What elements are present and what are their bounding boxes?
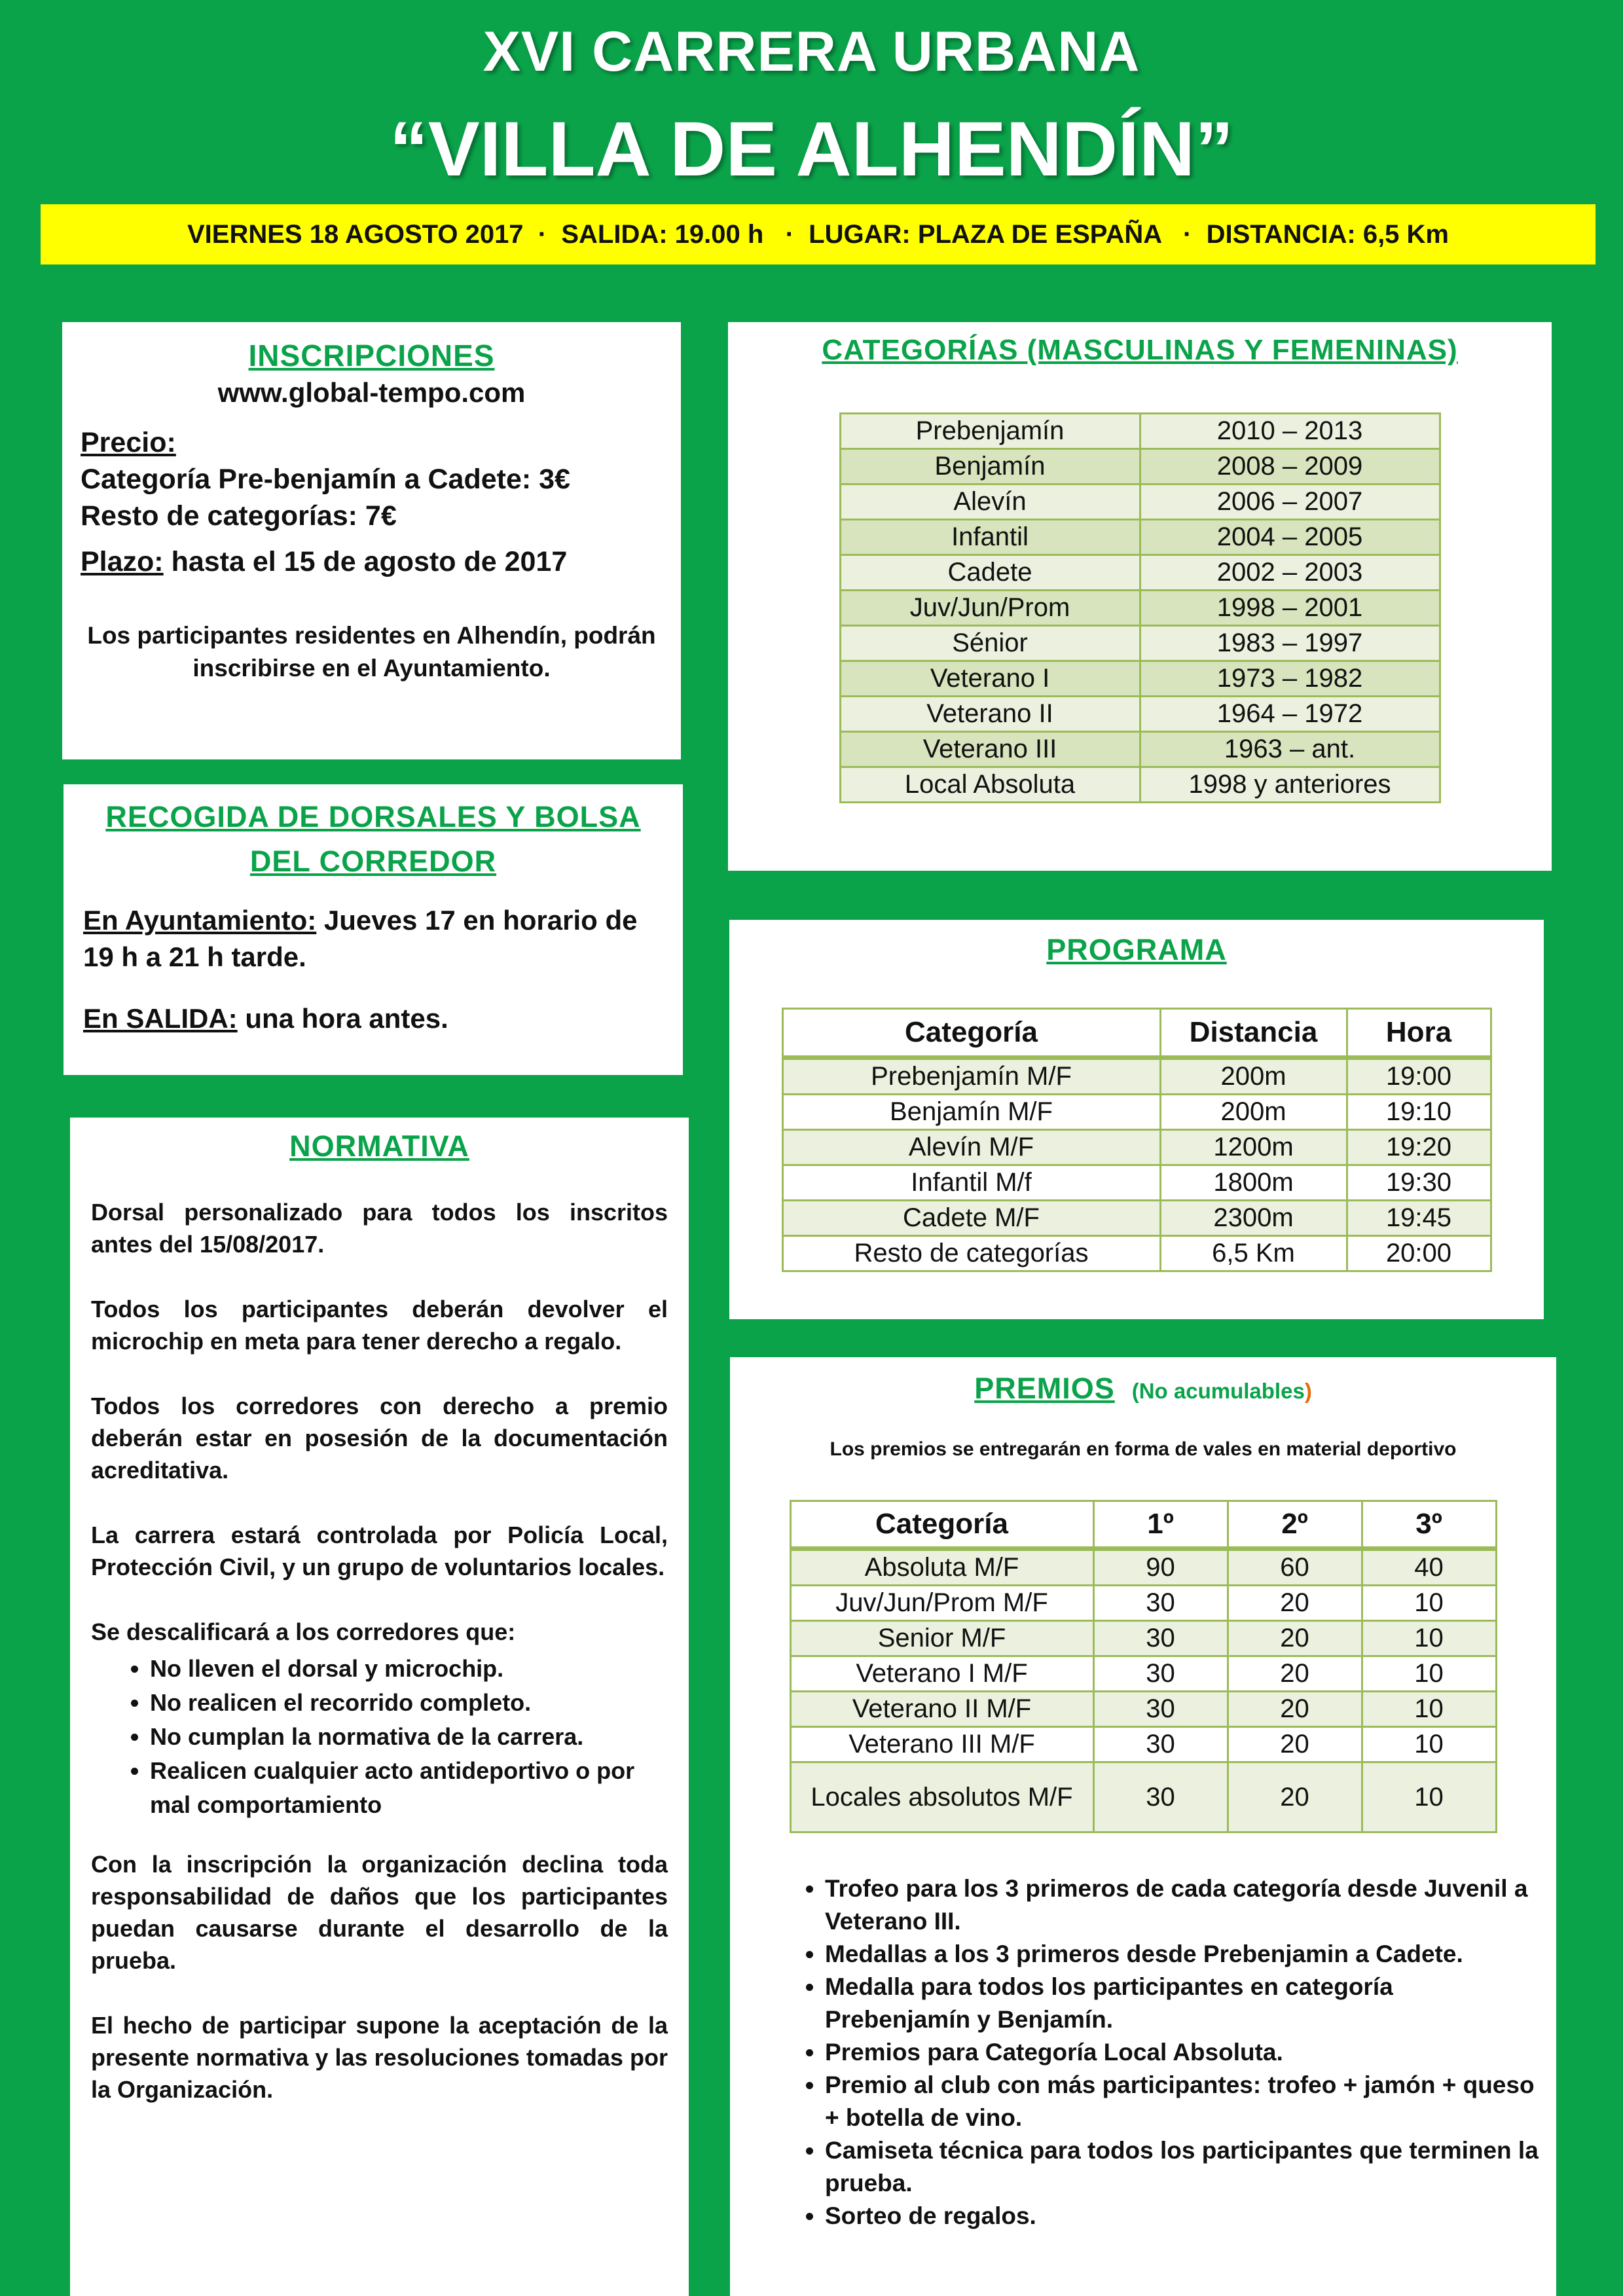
table-cell: 19:10 bbox=[1347, 1095, 1491, 1130]
programa-table bbox=[782, 1008, 1492, 1272]
table-cell: 1200m bbox=[1160, 1130, 1347, 1165]
table-row bbox=[840, 732, 1440, 767]
registration-website: www.global-tempo.com bbox=[217, 377, 526, 408]
recogida-box bbox=[64, 784, 683, 1075]
categorias-title: CATEGORÍAS (MASCULINAS Y FEMENINAS) bbox=[822, 334, 1458, 366]
table-cell: 200m bbox=[1160, 1095, 1347, 1130]
table-row bbox=[790, 1549, 1496, 1586]
table-cell: 30 bbox=[1093, 1621, 1228, 1656]
programa-title: PROGRAMA bbox=[1046, 933, 1227, 966]
recogida-salida bbox=[83, 1000, 663, 1037]
table-row bbox=[782, 1201, 1491, 1236]
event-title-line2: “VILLA DE ALHENDÍN” bbox=[389, 106, 1234, 192]
table-cell: 2006 – 2007 bbox=[1140, 484, 1440, 520]
table-cell: Infantil M/f bbox=[782, 1165, 1160, 1201]
table-cell: 20 bbox=[1228, 1692, 1362, 1727]
normativa-box bbox=[70, 1118, 689, 2296]
column-header: 3º bbox=[1362, 1501, 1496, 1549]
normativa-paragraph: Todos los corredores con derecho a premio deberán estar en posesión de la documentación acreditativa. bbox=[91, 1393, 668, 1484]
table-cell: 19:30 bbox=[1347, 1165, 1491, 1201]
normativa-paragraph: Dorsal personalizado para todos los inscritos antes del 15/08/2017. bbox=[91, 1199, 668, 1258]
recogida-salida-label: En SALIDA: bbox=[83, 1003, 238, 1034]
table-cell: 1998 – 2001 bbox=[1140, 591, 1440, 626]
column-header: Hora bbox=[1347, 1009, 1491, 1058]
table-cell: 1963 – ant. bbox=[1140, 732, 1440, 767]
table-cell: Cadete bbox=[840, 555, 1140, 591]
premios-title: PREMIOS bbox=[974, 1372, 1115, 1405]
plazo-text: hasta el 15 de agosto de 2017 bbox=[163, 546, 568, 577]
inscripciones-title: INSCRIPCIONES bbox=[248, 338, 495, 373]
table-cell: Local Absoluta bbox=[840, 767, 1140, 803]
recogida-ayuntamiento bbox=[83, 902, 663, 975]
table-row bbox=[840, 697, 1440, 732]
table-cell: 10 bbox=[1362, 1762, 1496, 1832]
normativa-paragraph: Se descalificará a los corredores que: bbox=[91, 1618, 516, 1645]
table-cell: Veterano I bbox=[840, 661, 1140, 697]
table-cell: 200m bbox=[1160, 1058, 1347, 1095]
table-header-row bbox=[782, 1009, 1491, 1058]
table-cell: 2300m bbox=[1160, 1201, 1347, 1236]
column-header: Distancia bbox=[1160, 1009, 1347, 1058]
precio-line-1: Categoría Pre-benjamín a Cadete: 3€ bbox=[81, 464, 570, 495]
premios-list bbox=[743, 1872, 1543, 2232]
premios-header bbox=[743, 1372, 1543, 1406]
table-row bbox=[840, 591, 1440, 626]
table-cell: Veterano I M/F bbox=[790, 1656, 1093, 1692]
table-cell: Benjamín bbox=[840, 449, 1140, 484]
table-cell: Juv/Jun/Prom bbox=[840, 591, 1140, 626]
normativa-paragraph: La carrera estará controlada por Policía Local, Protección Civil, y un grupo de voluntarios locales. bbox=[91, 1522, 668, 1580]
column-header: 1º bbox=[1093, 1501, 1228, 1549]
table-cell: Absoluta M/F bbox=[790, 1549, 1093, 1586]
table-row bbox=[840, 484, 1440, 520]
column-header: 2º bbox=[1228, 1501, 1362, 1549]
table-cell: 30 bbox=[1093, 1692, 1228, 1727]
table-cell: 2004 – 2005 bbox=[1140, 520, 1440, 555]
list-item: • No cumplan la normativa de la carrera. bbox=[150, 1720, 668, 1754]
list-item: • Premio al club con más participantes: trofeo + jamón + queso + botella de vino. bbox=[825, 2069, 1543, 2134]
table-cell: Alevín M/F bbox=[782, 1130, 1160, 1165]
table-cell: 30 bbox=[1093, 1656, 1228, 1692]
table-cell: Sénior bbox=[840, 626, 1140, 661]
list-item: • Realicen cualquier acto antideportivo o por mal comportamiento bbox=[150, 1754, 668, 1822]
event-title-line1: XVI CARRERA URBANA bbox=[483, 20, 1140, 83]
premios-table bbox=[790, 1500, 1497, 1833]
table-row bbox=[840, 767, 1440, 803]
table-cell: Benjamín M/F bbox=[782, 1095, 1160, 1130]
table-row bbox=[840, 520, 1440, 555]
recogida-ayuntamiento-label: En Ayuntamiento: bbox=[83, 905, 317, 936]
table-cell: 20 bbox=[1228, 1656, 1362, 1692]
list-item: • Medalla para todos los participantes en categoría Prebenjamín y Benjamín. bbox=[825, 1971, 1543, 2036]
table-row bbox=[790, 1586, 1496, 1621]
table-cell: 10 bbox=[1362, 1621, 1496, 1656]
table-cell: 60 bbox=[1228, 1549, 1362, 1586]
table-cell: 20 bbox=[1228, 1727, 1362, 1762]
table-cell: Veterano II M/F bbox=[790, 1692, 1093, 1727]
table-row bbox=[840, 414, 1440, 449]
premios-subtitle: Los premios se entregarán en forma de vales en material deportivo bbox=[830, 1438, 1457, 1460]
table-cell: Prebenjamín bbox=[840, 414, 1140, 449]
column-header: Categoría bbox=[782, 1009, 1160, 1058]
plazo-line bbox=[81, 543, 663, 580]
table-cell: 20 bbox=[1228, 1586, 1362, 1621]
table-cell: 30 bbox=[1093, 1727, 1228, 1762]
table-header-row bbox=[790, 1501, 1496, 1549]
recogida-ayuntamiento-text: Jueves 17 en horario de 19 h a 21 h tarde. bbox=[83, 905, 646, 972]
table-cell: 30 bbox=[1093, 1586, 1228, 1621]
table-cell: 2008 – 2009 bbox=[1140, 449, 1440, 484]
event-info-bar: VIERNES 18 AGOSTO 2017 · SALIDA: 19.00 h · LUGAR: PLAZA DE ESPAÑA · DISTANCIA: 6,5 Km bbox=[41, 204, 1596, 264]
table-row bbox=[782, 1095, 1491, 1130]
table-cell: Prebenjamín M/F bbox=[782, 1058, 1160, 1095]
table-cell: Locales absolutos M/F bbox=[790, 1762, 1093, 1832]
table-cell: 19:00 bbox=[1347, 1058, 1491, 1095]
table-cell: Veterano II bbox=[840, 697, 1140, 732]
table-cell: 6,5 Km bbox=[1160, 1236, 1347, 1271]
normativa-paragraph: Con la inscripción la organización declina toda responsabilidad de daños que los participantes puedan causarse durante el desarrollo de la prueba. bbox=[91, 1851, 668, 1974]
table-row bbox=[790, 1692, 1496, 1727]
categorias-table bbox=[839, 412, 1441, 803]
column-header: Categoría bbox=[790, 1501, 1093, 1549]
list-item: • No realicen el recorrido completo. bbox=[150, 1686, 668, 1720]
table-cell: 90 bbox=[1093, 1549, 1228, 1586]
list-item: • Medallas a los 3 primeros desde Prebenjamin a Cadete. bbox=[825, 1938, 1543, 1971]
table-row bbox=[840, 555, 1440, 591]
table-cell: 1973 – 1982 bbox=[1140, 661, 1440, 697]
no-acumulables-note: (No acumulables) bbox=[1131, 1379, 1312, 1403]
table-row bbox=[840, 661, 1440, 697]
table-cell: Alevín bbox=[840, 484, 1140, 520]
table-cell: 30 bbox=[1093, 1762, 1228, 1832]
residents-note: Los participantes residentes en Alhendín, podrán inscribirse en el Ayuntamiento. bbox=[87, 622, 656, 682]
table-cell: 20 bbox=[1228, 1762, 1362, 1832]
table-row bbox=[790, 1656, 1496, 1692]
table-cell: 1998 y anteriores bbox=[1140, 767, 1440, 803]
table-cell: Resto de categorías bbox=[782, 1236, 1160, 1271]
table-row bbox=[782, 1058, 1491, 1095]
table-cell: Cadete M/F bbox=[782, 1201, 1160, 1236]
table-cell: 19:45 bbox=[1347, 1201, 1491, 1236]
table-cell: 1983 – 1997 bbox=[1140, 626, 1440, 661]
table-cell: 1800m bbox=[1160, 1165, 1347, 1201]
table-row bbox=[840, 449, 1440, 484]
table-row bbox=[782, 1236, 1491, 1271]
table-cell: 20 bbox=[1228, 1621, 1362, 1656]
recogida-title: RECOGIDA DE DORSALES Y BOLSA DEL CORREDOR bbox=[105, 800, 641, 878]
disqualification-list bbox=[91, 1652, 668, 1822]
list-item: • Trofeo para los 3 primeros de cada categoría desde Juvenil a Veterano III. bbox=[825, 1872, 1543, 1938]
precio-line-2: Resto de categorías: 7€ bbox=[81, 500, 397, 532]
table-cell: 1964 – 1972 bbox=[1140, 697, 1440, 732]
table-cell: 19:20 bbox=[1347, 1130, 1491, 1165]
plazo-label: Plazo: bbox=[81, 546, 164, 577]
table-cell: 20:00 bbox=[1347, 1236, 1491, 1271]
inscripciones-box bbox=[62, 322, 681, 759]
table-row bbox=[790, 1727, 1496, 1762]
table-row bbox=[790, 1621, 1496, 1656]
table-cell: Juv/Jun/Prom M/F bbox=[790, 1586, 1093, 1621]
table-cell: 40 bbox=[1362, 1549, 1496, 1586]
table-cell: Veterano III M/F bbox=[790, 1727, 1093, 1762]
normativa-title: NORMATIVA bbox=[289, 1129, 469, 1163]
table-cell: 10 bbox=[1362, 1656, 1496, 1692]
table-row bbox=[790, 1762, 1496, 1832]
table-cell: Senior M/F bbox=[790, 1621, 1093, 1656]
table-row bbox=[782, 1165, 1491, 1201]
precio-label: Precio: bbox=[81, 427, 176, 458]
table-cell: Infantil bbox=[840, 520, 1140, 555]
table-row bbox=[782, 1130, 1491, 1165]
table-cell: 2002 – 2003 bbox=[1140, 555, 1440, 591]
table-row bbox=[840, 626, 1440, 661]
table-cell: 10 bbox=[1362, 1727, 1496, 1762]
categorias-box bbox=[728, 322, 1552, 871]
table-cell: Veterano III bbox=[840, 732, 1140, 767]
list-item: • No lleven el dorsal y microchip. bbox=[150, 1652, 668, 1686]
programa-box bbox=[729, 920, 1544, 1319]
table-cell: 2010 – 2013 bbox=[1140, 414, 1440, 449]
normativa-paragraph: Todos los participantes deberán devolver el microchip en meta para tener derecho a regalo. bbox=[91, 1296, 668, 1355]
list-item: • Premios para Categoría Local Absoluta. bbox=[825, 2036, 1543, 2069]
table-cell: 10 bbox=[1362, 1692, 1496, 1727]
recogida-salida-text: una hora antes. bbox=[237, 1003, 448, 1034]
premios-box bbox=[730, 1357, 1556, 2296]
table-cell: 10 bbox=[1362, 1586, 1496, 1621]
list-item: • Sorteo de regalos. bbox=[825, 2200, 1543, 2232]
list-item: • Camiseta técnica para todos los participantes que terminen la prueba. bbox=[825, 2134, 1543, 2200]
normativa-paragraph: El hecho de participar supone la aceptación de la presente normativa y las resoluciones tomadas por la Organización. bbox=[91, 2012, 668, 2103]
